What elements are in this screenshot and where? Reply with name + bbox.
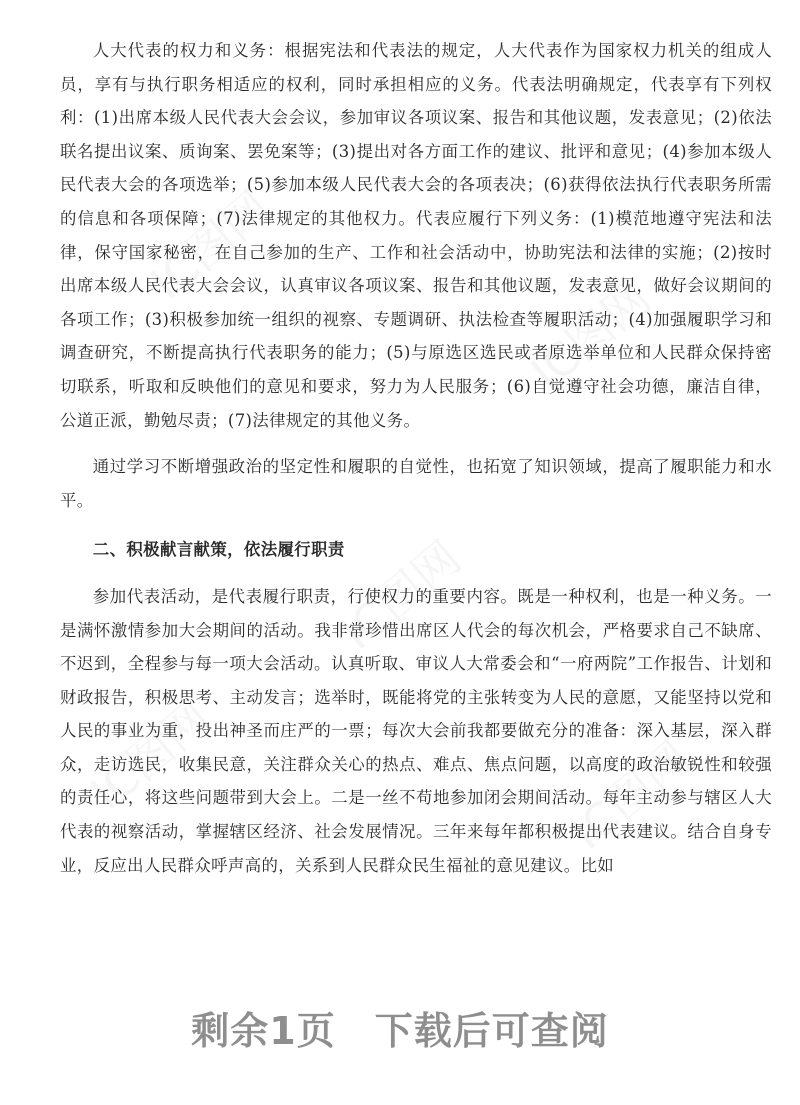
paragraph-rights-and-duties: 人大代表的权力和义务：根据宪法和代表法的规定，人大代表作为国家权力机关的组成人员，享有与执行职务相适应的权利，同时承担相应的义务。代表法明确规定，代表享有下列权利：(1)出席本级人民代表大会会议，参加审议各项议案、报告和其他议题，发表意见；(2)依法联名提出议案、质询案、罢免案等；(3)提出对各方面工作的建议、批评和意见；(4)参加本级人民代表大会的各项选举；(5)参加本级人民代表大会的各项表决；(6)获得依法执行代表职务所需的信息和各项保障；(7)法律规定的其他权力。代表应履行下列义务：(1)模范地遵守宪法和法律，保守国家秘密，在自己参加的生产、工作和社会活动中，协助宪法和法律的实施；(2)按时出席本级人民代表大会会议，认真审议各项议案、报告和其他议题，发表意见，做好会议期间的各项工作；(3)积极参加统一组织的视察、专题调研、执法检查等履职活动；(4)加强履职学习和调查研究，不断提高执行代表职务的能力；(5)与原选区选民或者原选举单位和人民群众保持密切联系，听取和反映他们的意见和要求，努力为人民服务；(6)自觉遵守社会功德，廉洁自律，公道正派，勤勉尽责；(7)法律规定的其他义务。 [60, 41, 772, 430]
watermark: IC图网 [520, 270, 661, 401]
download-remaining-banner[interactable]: 剩余1页 下载后可查阅 [191, 1009, 609, 1053]
document-body [60, 34, 772, 882]
watermark: IC图网 [330, 530, 471, 661]
watermark: IC图网 [560, 730, 701, 861]
paragraph-learning-summary: 通过学习不断增强政治的坚定性和履职的自觉性，也拓宽了知识领域，提高了履职能力和水平。 [60, 457, 772, 510]
paragraph-duties-performance: 参加代表活动，是代表履行职责，行使权力的重要内容。既是一种权利，也是一种义务。一是满怀激情参加大会期间的活动。我非常珍惜出席区人代会的每次机会，严格要求自己不缺席、不迟到，全程参与每一项大会活动。认真听取、审议人大常委会和“一府两院”工作报告、计划和财政报告，积极思考、主动发言；选举时，既能将党的主张转变为人民的意愿，又能坚持以党和人民的事业为重，投出神圣而庄严的一票；每次大会前我都要做充分的准备：深入基层，深入群众，走访选民，收集民意，关注群众关心的热点、难点、焦点问题，以高度的政治敏锐性和较强的责任心，将这些问题带到大会上。二是一丝不苟地参加闭会期间活动。每年主动参与辖区人大代表的视察活动，掌握辖区经济、社会发展情况。三年来每年都积极提出代表建议。结合自身专业，反应出人民群众呼声高的，关系到人民群众民生福祉的意见建议。比如 [60, 586, 772, 875]
watermark: IC图网 [140, 180, 281, 311]
section-heading: 二、积极献言献策，依法履行职责 [92, 540, 345, 560]
watermark: IC图网 [80, 690, 221, 821]
